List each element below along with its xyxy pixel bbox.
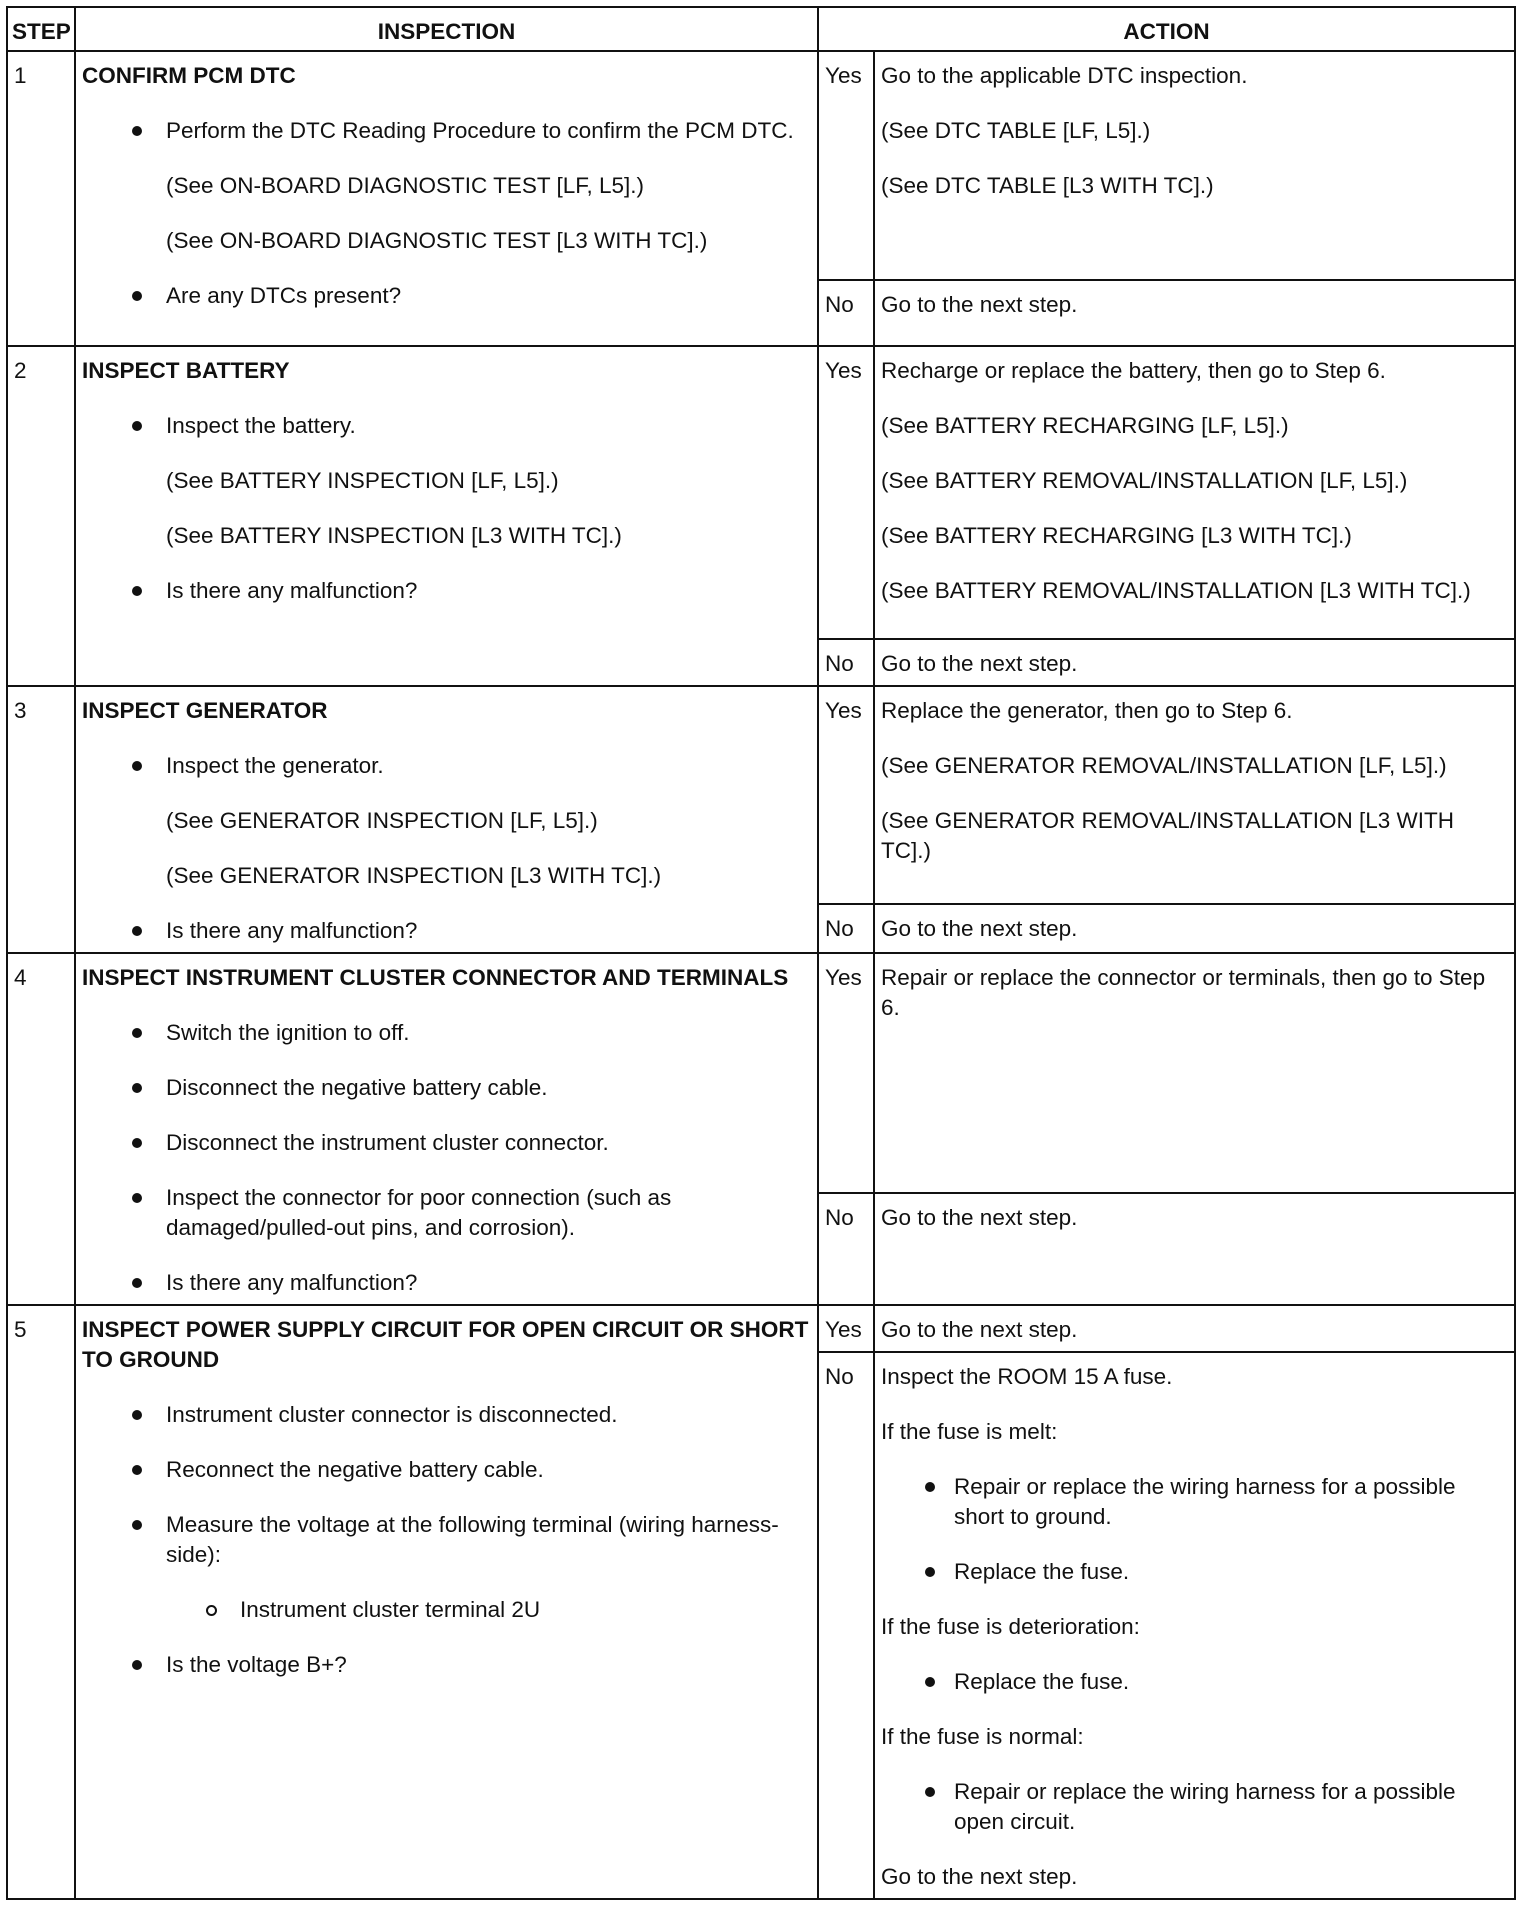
inspection-ref: (See BATTERY INSPECTION [L3 WITH TC].) [166, 523, 622, 548]
step-title: CONFIRM PCM DTC [82, 63, 296, 88]
inspection-cell [75, 953, 818, 1305]
no-label: No [818, 280, 874, 346]
no-action-cell [874, 1193, 1515, 1305]
inspection-ref: (See GENERATOR INSPECTION [L3 WITH TC].) [166, 863, 662, 888]
header-inspection: INSPECTION [75, 7, 818, 51]
inspection-item: Perform the DTC Reading Procedure to confirm the PCM DTC. [82, 116, 811, 146]
action-condition: If the fuse is melt: [881, 1419, 1058, 1444]
inspection-cell [75, 686, 818, 953]
inspection-item: Disconnect the negative battery cable. [82, 1073, 811, 1103]
action-ref: (See BATTERY RECHARGING [L3 WITH TC].) [881, 523, 1352, 548]
yes-action-cell [874, 346, 1515, 639]
step-title: INSPECT INSTRUMENT CLUSTER CONNECTOR AND TERMINALS [82, 965, 789, 990]
step-title: INSPECT BATTERY [82, 358, 290, 383]
action-ref: (See GENERATOR REMOVAL/INSTALLATION [L3 WITH TC].) [881, 808, 1455, 863]
table-row [7, 953, 1515, 1193]
no-label: No [818, 639, 874, 686]
table-row [7, 51, 1515, 280]
no-action-cell [874, 904, 1515, 953]
yes-label: Yes [818, 686, 874, 904]
action-text: Go to the next step. [881, 1864, 1078, 1889]
table-row [7, 686, 1515, 904]
inspection-ref: (See GENERATOR INSPECTION [LF, L5].) [166, 808, 598, 833]
inspection-question: Is the voltage B+? [82, 1650, 811, 1680]
step-number: 5 [7, 1305, 75, 1899]
yes-action-cell [874, 953, 1515, 1193]
no-label: No [818, 1352, 874, 1899]
header-step: STEP [7, 7, 75, 51]
table-row [7, 1305, 1515, 1352]
action-text: Inspect the ROOM 15 A fuse. [881, 1364, 1173, 1389]
action-text: Go to the next step. [881, 1317, 1078, 1342]
inspection-cell [75, 1305, 818, 1899]
header-action: ACTION [818, 7, 1515, 51]
inspection-item: Inspect the connector for poor connection (such as damaged/pulled-out pins, and corrosion). [82, 1183, 811, 1243]
no-label: No [818, 1193, 874, 1305]
inspection-question: Is there any malfunction? [82, 576, 811, 606]
action-item: Replace the fuse. [881, 1557, 1508, 1587]
action-item: Repair or replace the wiring harness for a possible open circuit. [881, 1777, 1508, 1837]
yes-label: Yes [818, 346, 874, 639]
inspection-ref: (See ON-BOARD DIAGNOSTIC TEST [L3 WITH TC].) [166, 228, 708, 253]
action-text: Go to the next step. [881, 916, 1078, 941]
action-text: Repair or replace the connector or terminals, then go to Step 6. [881, 965, 1486, 1020]
inspection-ref: (See ON-BOARD DIAGNOSTIC TEST [LF, L5].) [166, 173, 645, 198]
inspection-item: Inspect the generator. [82, 751, 811, 781]
action-text: Go to the applicable DTC inspection. [881, 63, 1248, 88]
yes-label: Yes [818, 953, 874, 1193]
inspection-item: Inspect the battery. [82, 411, 811, 441]
inspection-subitem: Instrument cluster terminal 2U [82, 1595, 811, 1625]
inspection-item: Switch the ignition to off. [82, 1018, 811, 1048]
inspection-cell [75, 51, 818, 346]
inspection-item: Measure the voltage at the following terminal (wiring harness-side): [82, 1510, 811, 1570]
action-ref: (See BATTERY REMOVAL/INSTALLATION [LF, L5].) [881, 468, 1408, 493]
action-item: Replace the fuse. [881, 1667, 1508, 1697]
inspection-item: Reconnect the negative battery cable. [82, 1455, 811, 1485]
action-condition: If the fuse is normal: [881, 1724, 1084, 1749]
yes-label: Yes [818, 1305, 874, 1352]
inspection-item: Disconnect the instrument cluster connector. [82, 1128, 811, 1158]
no-action-cell [874, 280, 1515, 346]
inspection-question: Is there any malfunction? [82, 1268, 811, 1298]
table-row [7, 346, 1515, 639]
action-text: Recharge or replace the battery, then go to Step 6. [881, 358, 1386, 383]
yes-action-cell [874, 1305, 1515, 1352]
action-condition: If the fuse is deterioration: [881, 1614, 1140, 1639]
action-text: Go to the next step. [881, 1205, 1078, 1230]
action-text: Replace the generator, then go to Step 6. [881, 698, 1293, 723]
step-title: INSPECT GENERATOR [82, 698, 328, 723]
inspection-question: Are any DTCs present? [82, 281, 811, 311]
yes-action-cell [874, 686, 1515, 904]
diagnostic-table [6, 6, 1516, 1900]
page [6, 6, 1516, 1900]
step-title: INSPECT POWER SUPPLY CIRCUIT FOR OPEN CIRCUIT OR SHORT TO GROUND [82, 1317, 809, 1372]
action-text: Go to the next step. [881, 651, 1078, 676]
step-number: 4 [7, 953, 75, 1305]
no-action-cell [874, 639, 1515, 686]
inspection-ref: (See BATTERY INSPECTION [LF, L5].) [166, 468, 559, 493]
yes-label: Yes [818, 51, 874, 280]
step-number: 3 [7, 686, 75, 953]
action-ref: (See GENERATOR REMOVAL/INSTALLATION [LF, L5].) [881, 753, 1447, 778]
inspection-item: Instrument cluster connector is disconnected. [82, 1400, 811, 1430]
action-text: Go to the next step. [881, 292, 1078, 317]
step-number: 1 [7, 51, 75, 346]
action-ref: (See DTC TABLE [LF, L5].) [881, 118, 1151, 143]
yes-action-cell [874, 51, 1515, 280]
step-number: 2 [7, 346, 75, 686]
inspection-cell [75, 346, 818, 686]
action-ref: (See BATTERY RECHARGING [LF, L5].) [881, 413, 1289, 438]
inspection-question: Is there any malfunction? [82, 916, 811, 946]
action-ref: (See DTC TABLE [L3 WITH TC].) [881, 173, 1214, 198]
action-ref: (See BATTERY REMOVAL/INSTALLATION [L3 WITH TC].) [881, 578, 1471, 603]
no-label: No [818, 904, 874, 953]
no-action-cell [874, 1352, 1515, 1899]
action-item: Repair or replace the wiring harness for a possible short to ground. [881, 1472, 1508, 1532]
table-header-row [7, 7, 1515, 51]
